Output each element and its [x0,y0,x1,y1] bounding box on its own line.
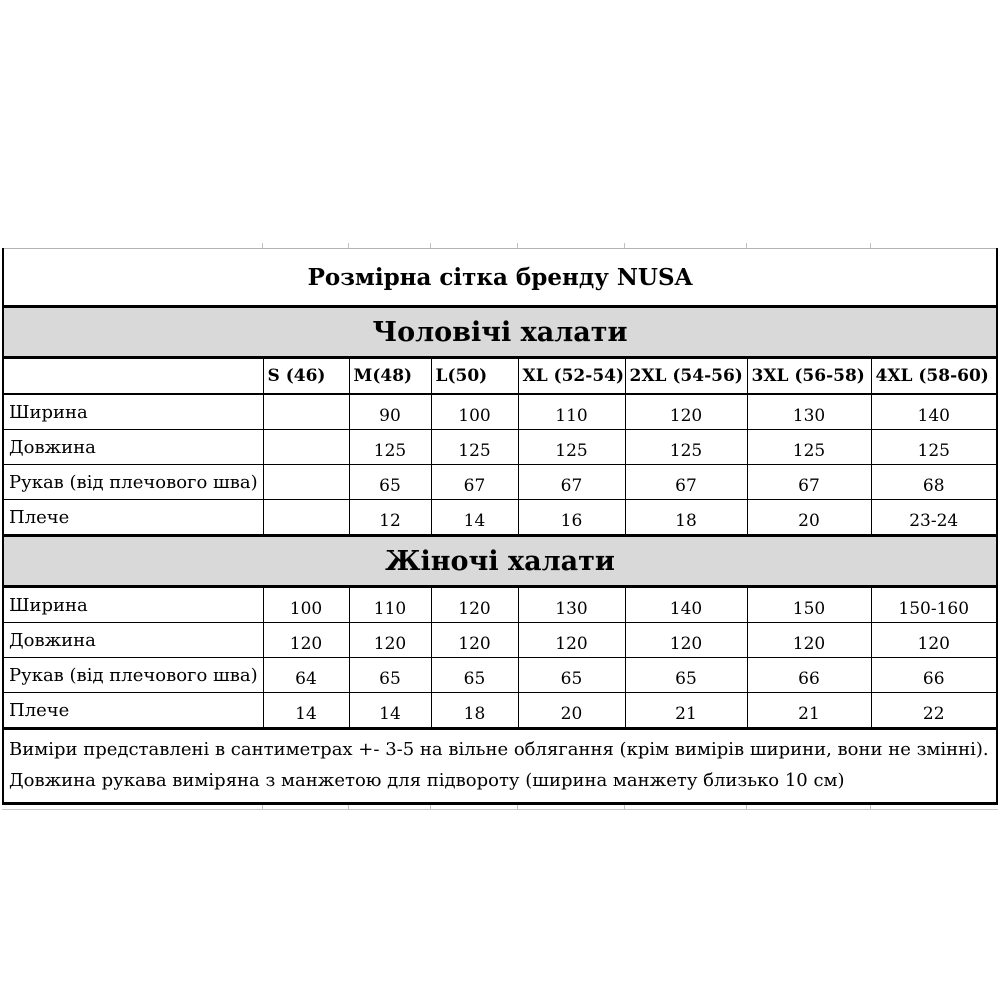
table-row [3,623,997,658]
row-label: Рукав (від плечового шва) [3,465,263,500]
size-value: 120 [349,623,431,658]
gridline-tick [870,805,871,809]
gridline-remnant-top [2,243,998,248]
size-value: 125 [518,430,625,465]
size-column-header: 2XL (54-56) [625,358,747,395]
section-header-women-row [3,536,997,587]
gridline-tick [348,805,349,809]
gridline-tick [870,243,871,248]
gridline-tick [430,243,431,248]
size-value: 14 [431,500,518,536]
size-column-header: M(48) [349,358,431,395]
size-value: 65 [625,658,747,693]
row-label: Плече [3,500,263,536]
section-header-men-row [3,307,997,358]
size-value: 23-24 [871,500,997,536]
size-value: 22 [871,693,997,729]
size-value: 65 [431,658,518,693]
size-value: 67 [431,465,518,500]
size-value: 120 [747,623,871,658]
size-column-header: S (46) [263,358,349,395]
size-value: 140 [871,394,997,430]
size-value: 125 [431,430,518,465]
size-value: 110 [518,394,625,430]
gridline-tick [746,805,747,809]
size-column-header: 3XL (56-58) [747,358,871,395]
size-value: 130 [518,587,625,623]
row-label: Рукав (від плечового шва) [3,658,263,693]
size-header-empty [3,358,263,395]
size-value: 21 [747,693,871,729]
size-value [263,500,349,536]
note-line: Виміри представлені в сантиметрах +- 3-5 на вільне облягання (крім вимірів ширини, вони не змінні). [9,739,989,760]
size-value: 68 [871,465,997,500]
size-value: 64 [263,658,349,693]
size-column-header: 4XL (58-60) [871,358,997,395]
table-row [3,587,997,623]
gridline-tick [517,805,518,809]
size-value: 130 [747,394,871,430]
size-value: 110 [349,587,431,623]
section-header-men: Чоловічі халати [3,307,997,358]
table-row [3,430,997,465]
gridline-tick [430,805,431,809]
size-value: 120 [625,623,747,658]
size-value: 20 [747,500,871,536]
size-value: 65 [349,465,431,500]
table-row [3,394,997,430]
size-value: 125 [871,430,997,465]
size-value: 140 [625,587,747,623]
row-label: Ширина [3,394,263,430]
gridline-remnant-bottom [2,805,998,810]
size-value: 14 [263,693,349,729]
size-value: 90 [349,394,431,430]
size-value: 125 [349,430,431,465]
row-label: Довжина [3,623,263,658]
size-value: 65 [518,658,625,693]
size-value: 100 [431,394,518,430]
size-value: 21 [625,693,747,729]
table-row [3,465,997,500]
size-value: 65 [349,658,431,693]
gridline-tick [624,805,625,809]
size-value: 150 [747,587,871,623]
size-value: 66 [747,658,871,693]
size-value: 16 [518,500,625,536]
size-value [263,430,349,465]
size-value: 150-160 [871,587,997,623]
notes-cell [3,729,997,804]
size-value [263,465,349,500]
size-value: 120 [431,587,518,623]
gridline-tick [517,243,518,248]
size-column-header: L(50) [431,358,518,395]
size-value: 67 [747,465,871,500]
size-value: 125 [625,430,747,465]
section-header-women: Жіночі халати [3,536,997,587]
row-label: Довжина [3,430,263,465]
gridline-tick [624,243,625,248]
size-value: 18 [625,500,747,536]
page-title: Розмірна сітка бренду NUSA [3,249,997,307]
row-label: Ширина [3,587,263,623]
table-row [3,658,997,693]
size-value: 120 [871,623,997,658]
size-value: 120 [431,623,518,658]
size-value: 18 [431,693,518,729]
size-value: 100 [263,587,349,623]
gridline-tick [262,805,263,809]
size-value: 12 [349,500,431,536]
gridline-tick [348,243,349,248]
size-value: 67 [625,465,747,500]
notes-row [3,729,997,804]
note-line: Довжина рукава виміряна з манжетою для підвороту (ширина манжету близько 10 см) [9,770,845,791]
size-value: 120 [263,623,349,658]
size-header-row [3,358,997,395]
row-label: Плече [3,693,263,729]
gridline-tick [746,243,747,248]
table-title-row [3,249,997,307]
size-column-header: XL (52-54) [518,358,625,395]
table-row [3,693,997,729]
gridline-tick [262,243,263,248]
size-value: 120 [518,623,625,658]
size-chart-sheet [2,243,998,810]
size-value: 125 [747,430,871,465]
size-value: 66 [871,658,997,693]
size-value: 20 [518,693,625,729]
size-value [263,394,349,430]
size-value: 14 [349,693,431,729]
table-row [3,500,997,536]
size-table [2,248,998,805]
size-value: 120 [625,394,747,430]
size-value: 67 [518,465,625,500]
